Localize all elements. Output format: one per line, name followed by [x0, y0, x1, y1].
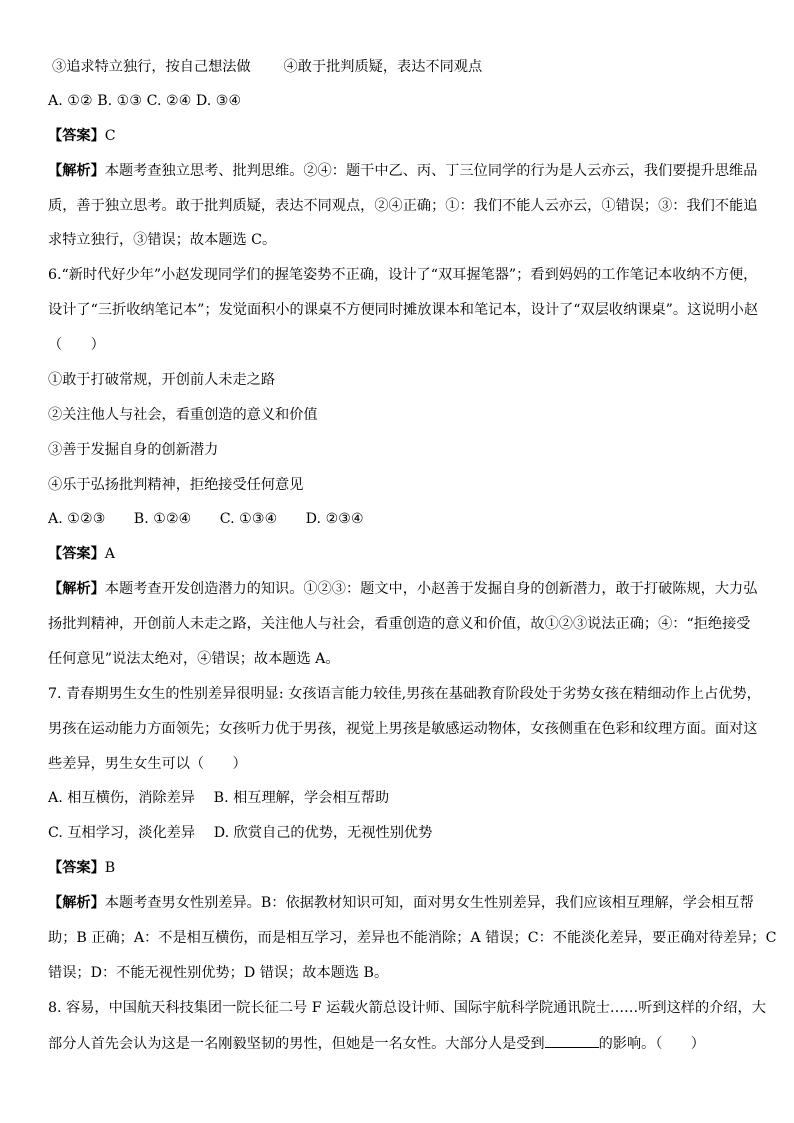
answer-label: 【答案】 [48, 128, 105, 144]
q5-analysis-line-2: 质，善于独立思考。敢于批判质疑，表达不同观点，②④正确；①：我们不能人云亦云，①错误；③：我们不能追 [48, 198, 758, 214]
q6-analysis-line-3: 任何意见”说法太绝对，④错误；故本题选 A。 [48, 651, 340, 667]
q7-analysis-line-3: 错误；D：不能无视性别优势；D 错误；故本题选 B。 [48, 965, 389, 981]
analysis-label: 【解析】 [48, 163, 105, 179]
q6-option-3: ③善于发掘自身的创新潜力 [48, 442, 219, 458]
q8-stem-line-1: 8. 容易，中国航天科技集团一院长征二号 F 运载火箭总设计师、国际宇航科学院通讯院士……听到这样的介绍，大 [48, 1000, 766, 1016]
q6-stem-line-1: 6.“新时代好少年”小赵发现同学们的握笔姿势不正确，设计了“双耳握笔器”；看到妈妈的工作笔记本收纳不方便， [48, 267, 758, 283]
q8-stem-tail: 的影响。（ ） [598, 1036, 705, 1052]
answer-label: 【答案】 [48, 860, 105, 876]
q6-stem-line-3: （ ） [48, 337, 105, 353]
q7-stem-line-2: 男孩在运动能力方面领先；女孩听力优于男孩，视觉上男孩是敏感运动物体，女孩侧重在色彩和纹理方面。面对这 [48, 721, 758, 737]
q6-option-4: ④乐于弘扬批判精神，拒绝接受任何意见 [48, 477, 304, 493]
q5-choices: A. ①② B. ①③ C. ②④ D. ③④ [48, 93, 242, 109]
q7-analysis-line-2: 助；B 正确；A：不是相互横伤，而是相互学习，差异也不能消除；A 错误；C：不能淡化差异，要正确对待差异；C [48, 930, 777, 946]
answer-value: B [104, 860, 116, 876]
q7-stem-line-1: 7. 青春期男生女生的性别差异很明显: 女孩语言能力较佳,男孩在基础教育阶段处于劣势女孩在精细动作上占优势， [48, 686, 761, 702]
q8-stem-text: 部分人首先会认为这是一名刚毅坚韧的男性，但她是一名女性。大部分人是受到 [48, 1036, 545, 1052]
q6-answer [48, 544, 115, 564]
fill-in-blank [545, 1033, 599, 1048]
analysis-text: 本题考查开发创造潜力的知识。①②③：题文中，小赵善于发掘自身的创新潜力，敢于打破陈规，大力弘 [104, 581, 758, 597]
q7-analysis-line-1 [48, 893, 754, 913]
analysis-text: 本题考查男女性别差异。B：依据教材知识可知，面对男女生性别差异，我们应该相互理解，学会相互帮 [104, 895, 754, 911]
q6-option-1: ①敢于打破常规，开创前人未走之路 [48, 372, 276, 388]
q6-stem-line-2: 设计了“三折收纳笔记本”；发觉面积小的课桌不方便同时摊放课本和笔记本，设计了“双层收纳课桌”。这说明小赵 [48, 302, 759, 318]
q5-analysis-line-3: 求特立独行，③错误；故本题选 C。 [48, 232, 277, 248]
q5-analysis-line-1 [48, 161, 757, 181]
q6-option-2: ②关注他人与社会，看重创造的意义和价值 [48, 407, 318, 423]
answer-value: A [104, 546, 116, 562]
analysis-label: 【解析】 [48, 895, 105, 911]
q7-answer [48, 858, 115, 878]
q6-analysis-line-1 [48, 579, 757, 599]
q8-stem-line-2 [48, 1033, 705, 1054]
q6-analysis-line-2: 扬批判精神，开创前人未走之路，关注他人与社会，看重创造的意义和价值，故①②③说法正确；④：“拒绝接受 [48, 616, 751, 632]
answer-value: C [104, 128, 116, 144]
q7-choices-line-1: A. 相互横伤，消除差异 B. 相互理解，学会相互帮助 [48, 790, 390, 806]
analysis-label: 【解析】 [48, 581, 105, 597]
q7-stem-line-3: 些差异，男生女生可以（ ） [48, 756, 247, 772]
answer-label: 【答案】 [48, 546, 105, 562]
q5-answer [48, 126, 116, 146]
q5-option-line: ③追求特立独行，按自己想法做 ④敢于批判质疑，表达不同观点 [52, 59, 483, 75]
q6-choices: A. ①②③ B. ①②④ C. ①③④ D. ②③④ [48, 511, 364, 527]
q7-choices-line-2: C. 互相学习，淡化差异 D. 欣赏自己的优势，无视性别优势 [48, 825, 433, 841]
analysis-text: 本题考查独立思考、批判思维。②④：题干中乙、丙、丁三位同学的行为是人云亦云，我们要提升思维品 [104, 163, 758, 179]
